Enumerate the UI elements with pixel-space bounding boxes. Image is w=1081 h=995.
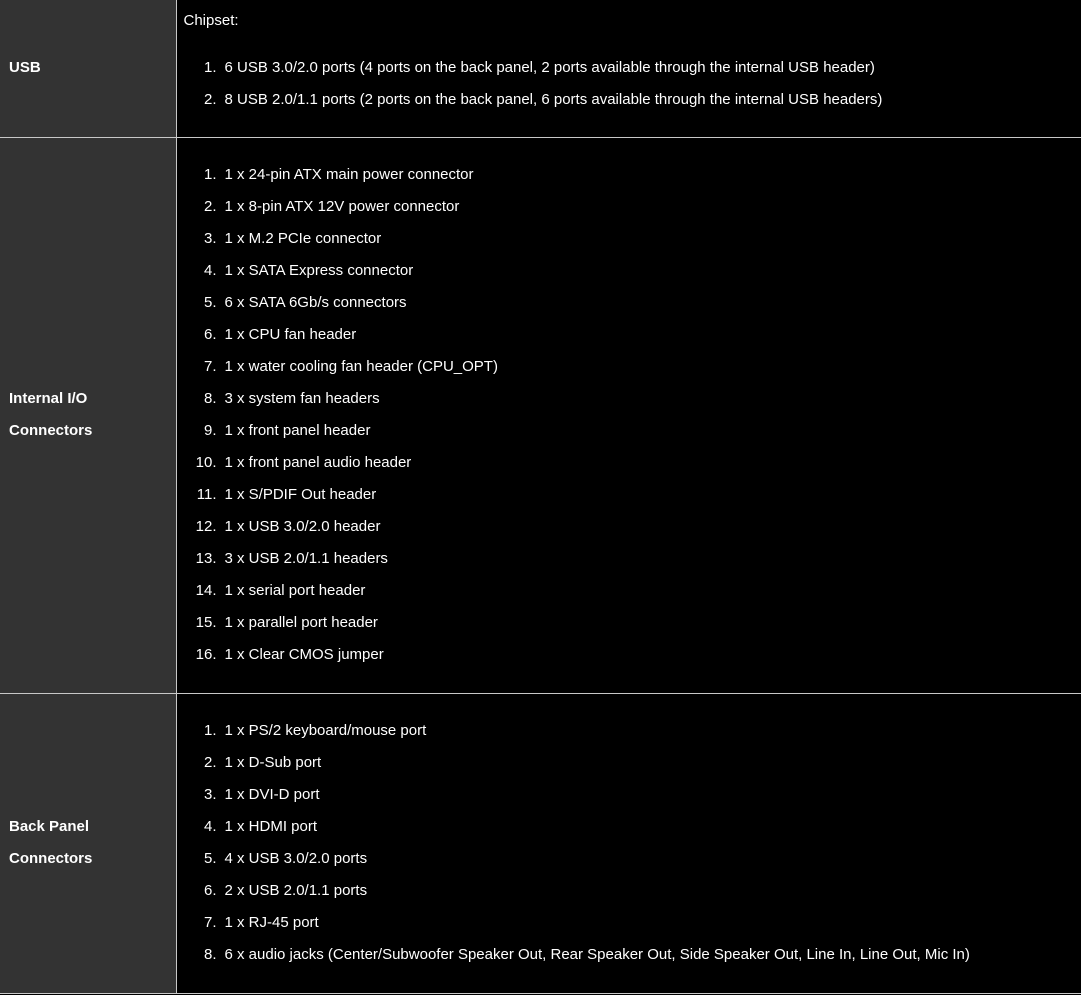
row-value	[176, 0, 1081, 137]
list-item: 7. 1 x water cooling fan header (CPU_OPT)	[203, 358, 498, 375]
list-item: 1. 1 x 24-pin ATX main power connector	[203, 166, 474, 183]
row-label-line: USB	[9, 59, 41, 77]
list-item: 2. 8 USB 2.0/1.1 ports (2 ports on the back panel, 6 ports available through the internal USB headers)	[203, 91, 883, 108]
row-label-line: Connectors	[9, 422, 93, 439]
row-value	[176, 693, 1081, 993]
chipset-label: Chipset:	[183, 12, 239, 29]
list-item: 12. 1 x USB 3.0/2.0 header	[195, 518, 381, 535]
row-label	[0, 137, 176, 693]
list-item: 14. 1 x serial port header	[195, 582, 366, 599]
internal-io-list	[184, 159, 1081, 671]
list-item: 6. 2 x USB 2.0/1.1 ports	[203, 882, 368, 899]
list-item: 5. 4 x USB 3.0/2.0 ports	[203, 850, 368, 867]
list-item: 13. 3 x USB 2.0/1.1 headers	[195, 550, 388, 567]
list-item: 1. 1 x PS/2 keyboard/mouse port	[203, 722, 427, 739]
list-item: 9. 1 x front panel header	[203, 422, 371, 439]
spec-row-usb	[0, 0, 1081, 137]
row-label-line: Back Panel	[9, 818, 90, 835]
row-label-line: Connectors	[9, 850, 93, 867]
spec-row-back-panel	[0, 693, 1081, 993]
list-item: 3. 1 x DVI-D port	[203, 786, 320, 803]
row-label	[0, 693, 176, 993]
spec-row-internal-io	[0, 137, 1081, 693]
list-item: 4. 1 x HDMI port	[203, 818, 318, 835]
list-item: 6. 1 x CPU fan header	[203, 326, 357, 343]
row-label	[0, 0, 176, 137]
list-item: 4. 1 x SATA Express connector	[203, 262, 414, 279]
list-item: 16. 1 x Clear CMOS jumper	[195, 646, 384, 663]
list-item: 5. 6 x SATA 6Gb/s connectors	[203, 294, 407, 311]
list-item: 15. 1 x parallel port header	[195, 614, 378, 631]
list-item: 8. 6 x audio jacks (Center/Subwoofer Speaker Out, Rear Speaker Out, Side Speaker Out, Line In, Line Out, Mic In)	[203, 946, 970, 963]
back-panel-list	[184, 715, 1081, 971]
list-item: 7. 1 x RJ-45 port	[203, 914, 319, 931]
row-value	[176, 137, 1081, 693]
row-label-line: Internal I/O	[9, 390, 88, 407]
list-item: 8. 3 x system fan headers	[203, 390, 380, 407]
list-item: 2. 1 x D-Sub port	[203, 754, 322, 771]
list-item: 11. 1 x S/PDIF Out header	[196, 486, 377, 503]
list-item: 10. 1 x front panel audio header	[195, 454, 412, 471]
list-item: 1. 6 USB 3.0/2.0 ports (4 ports on the back panel, 2 ports available through the internal USB header)	[203, 59, 875, 76]
list-item: 3. 1 x M.2 PCIe connector	[203, 230, 382, 247]
usb-list	[184, 52, 1081, 116]
list-item: 2. 1 x 8-pin ATX 12V power connector	[203, 198, 460, 215]
